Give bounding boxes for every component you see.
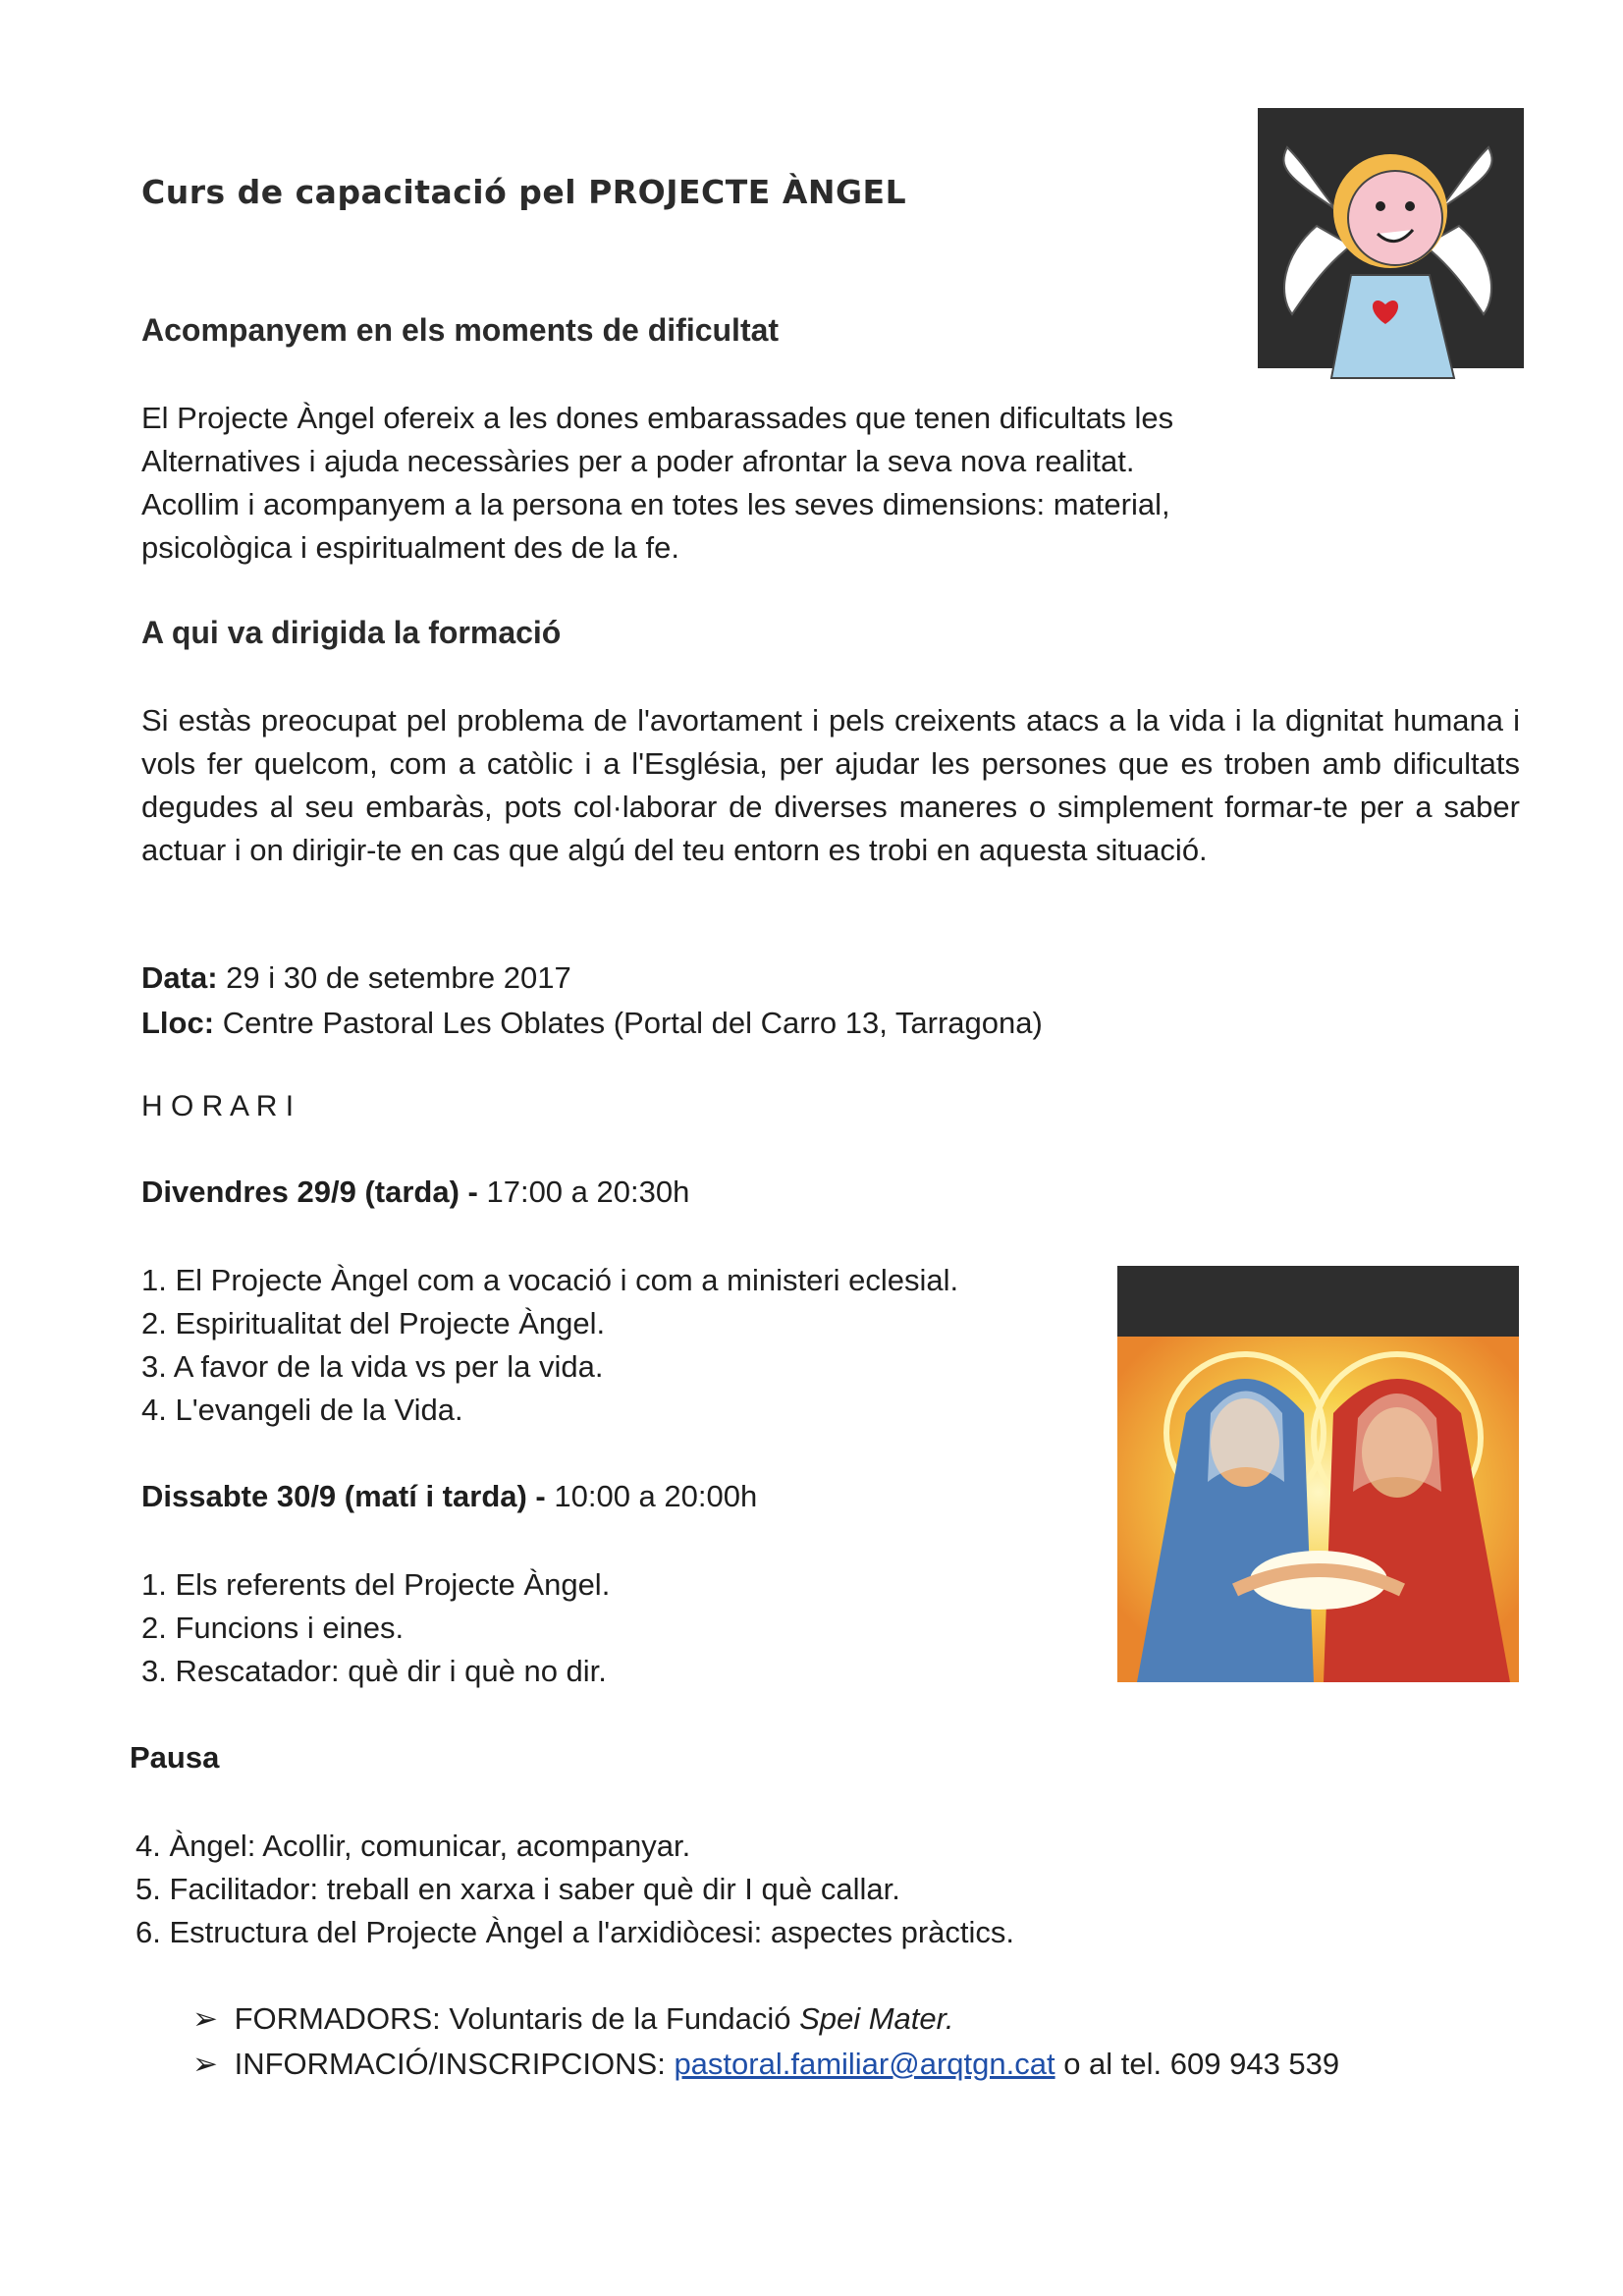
trainers-foundation: Spei Mater. — [799, 2001, 954, 2036]
list-item: 4. Àngel: Acollir, comunicar, acompanyar. — [135, 1829, 691, 1863]
intro-line: psicològica i espiritualment des de la fe. — [141, 530, 679, 565]
pause-heading: Pausa — [130, 1740, 220, 1775]
intro-line: Alternatives i ajuda necessàries per a poder afrontar la seva nova realitat. — [141, 444, 1135, 478]
intro-paragraph — [141, 397, 1173, 570]
after-pause-list — [135, 1825, 1014, 1954]
place-line — [141, 1006, 1043, 1041]
arrow-bullet-icon: ➢ — [192, 2001, 218, 2036]
date-label: Data: — [141, 960, 218, 995]
trainers-text: FORMADORS: Voluntaris de la Fundació — [234, 2001, 800, 2036]
list-item: 5. Facilitador: treball en xarxa i saber què dir I què callar. — [135, 1872, 900, 1906]
arrow-bullet-icon: ➢ — [192, 2047, 218, 2081]
visitation-painting-icon — [1117, 1266, 1519, 1682]
info-phone: o al tel. 609 943 539 — [1055, 2047, 1340, 2081]
intro-line: Acollim i acompanyem a la persona en totes les seves dimensions: material, — [141, 487, 1170, 521]
list-item: 4. L'evangeli de la Vida. — [141, 1393, 463, 1427]
angel-illustration — [1258, 108, 1524, 403]
angel-icon — [1258, 108, 1524, 403]
date-value: 29 i 30 de setembre 2017 — [226, 960, 571, 995]
date-line — [141, 960, 571, 996]
list-item: 2. Funcions i eines. — [141, 1611, 405, 1645]
schedule-label: H O R A R I — [141, 1090, 295, 1122]
list-item: 6. Estructura del Projecte Àngel a l'arxidiòcesi: aspectes pràctics. — [135, 1915, 1015, 1949]
list-item: 3. A favor de la vida vs per la vida. — [141, 1349, 604, 1384]
visitation-illustration — [1117, 1266, 1519, 1682]
saturday-heading — [141, 1479, 757, 1514]
email-link[interactable]: pastoral.familiar@arqtgn.cat — [674, 2047, 1055, 2081]
place-label: Lloc: — [141, 1006, 215, 1040]
saturday-day: Dissabte 30/9 (matí i tarda) - — [141, 1479, 546, 1513]
list-item: 1. Els referents del Projecte Àngel. — [141, 1567, 611, 1602]
list-item: 3. Rescatador: què dir i què no dir. — [141, 1654, 607, 1688]
place-value: Centre Pastoral Les Oblates (Portal del Carro 13, Tarragona) — [222, 1006, 1043, 1040]
audience-paragraph: Si estàs preocupat pel problema de l'avortament i pels creixents atacs a la vida i la dignitat humana i vols fer quelcom, com a catòlic i a l'Església, per ajudar les persones que es troben amb dificultats degudes al seu embaràs, pots col·laborar de diverses maneres o simplement formar-te per a saber actuar i on dirigir-te en cas que algú del teu entorn es trobi en aquesta situació. — [141, 703, 1520, 867]
friday-time: 17:00 a 20:30h — [477, 1175, 690, 1209]
page-title: Curs de capacitació pel PROJECTE ÀNGEL — [141, 173, 907, 211]
section-heading-accompany: Acompanyem en els moments de dificultat — [141, 312, 780, 348]
friday-day: Divendres 29/9 (tarda) - — [141, 1175, 478, 1209]
friday-heading — [141, 1175, 689, 1210]
section-heading-audience: A qui va dirigida la formació — [141, 615, 562, 650]
friday-list — [141, 1259, 958, 1432]
info-line — [192, 2047, 1339, 2082]
list-item: 2. Espiritualitat del Projecte Àngel. — [141, 1306, 606, 1340]
list-item: 1. El Projecte Àngel com a vocació i com a ministeri eclesial. — [141, 1263, 959, 1297]
saturday-list — [141, 1563, 610, 1693]
saturday-time: 10:00 a 20:00h — [545, 1479, 758, 1513]
info-text: INFORMACIÓ/INSCRIPCIONS: — [234, 2047, 675, 2081]
trainers-line — [192, 2001, 953, 2037]
intro-line: El Projecte Àngel ofereix a les dones embarassades que tenen dificultats les — [141, 401, 1174, 435]
